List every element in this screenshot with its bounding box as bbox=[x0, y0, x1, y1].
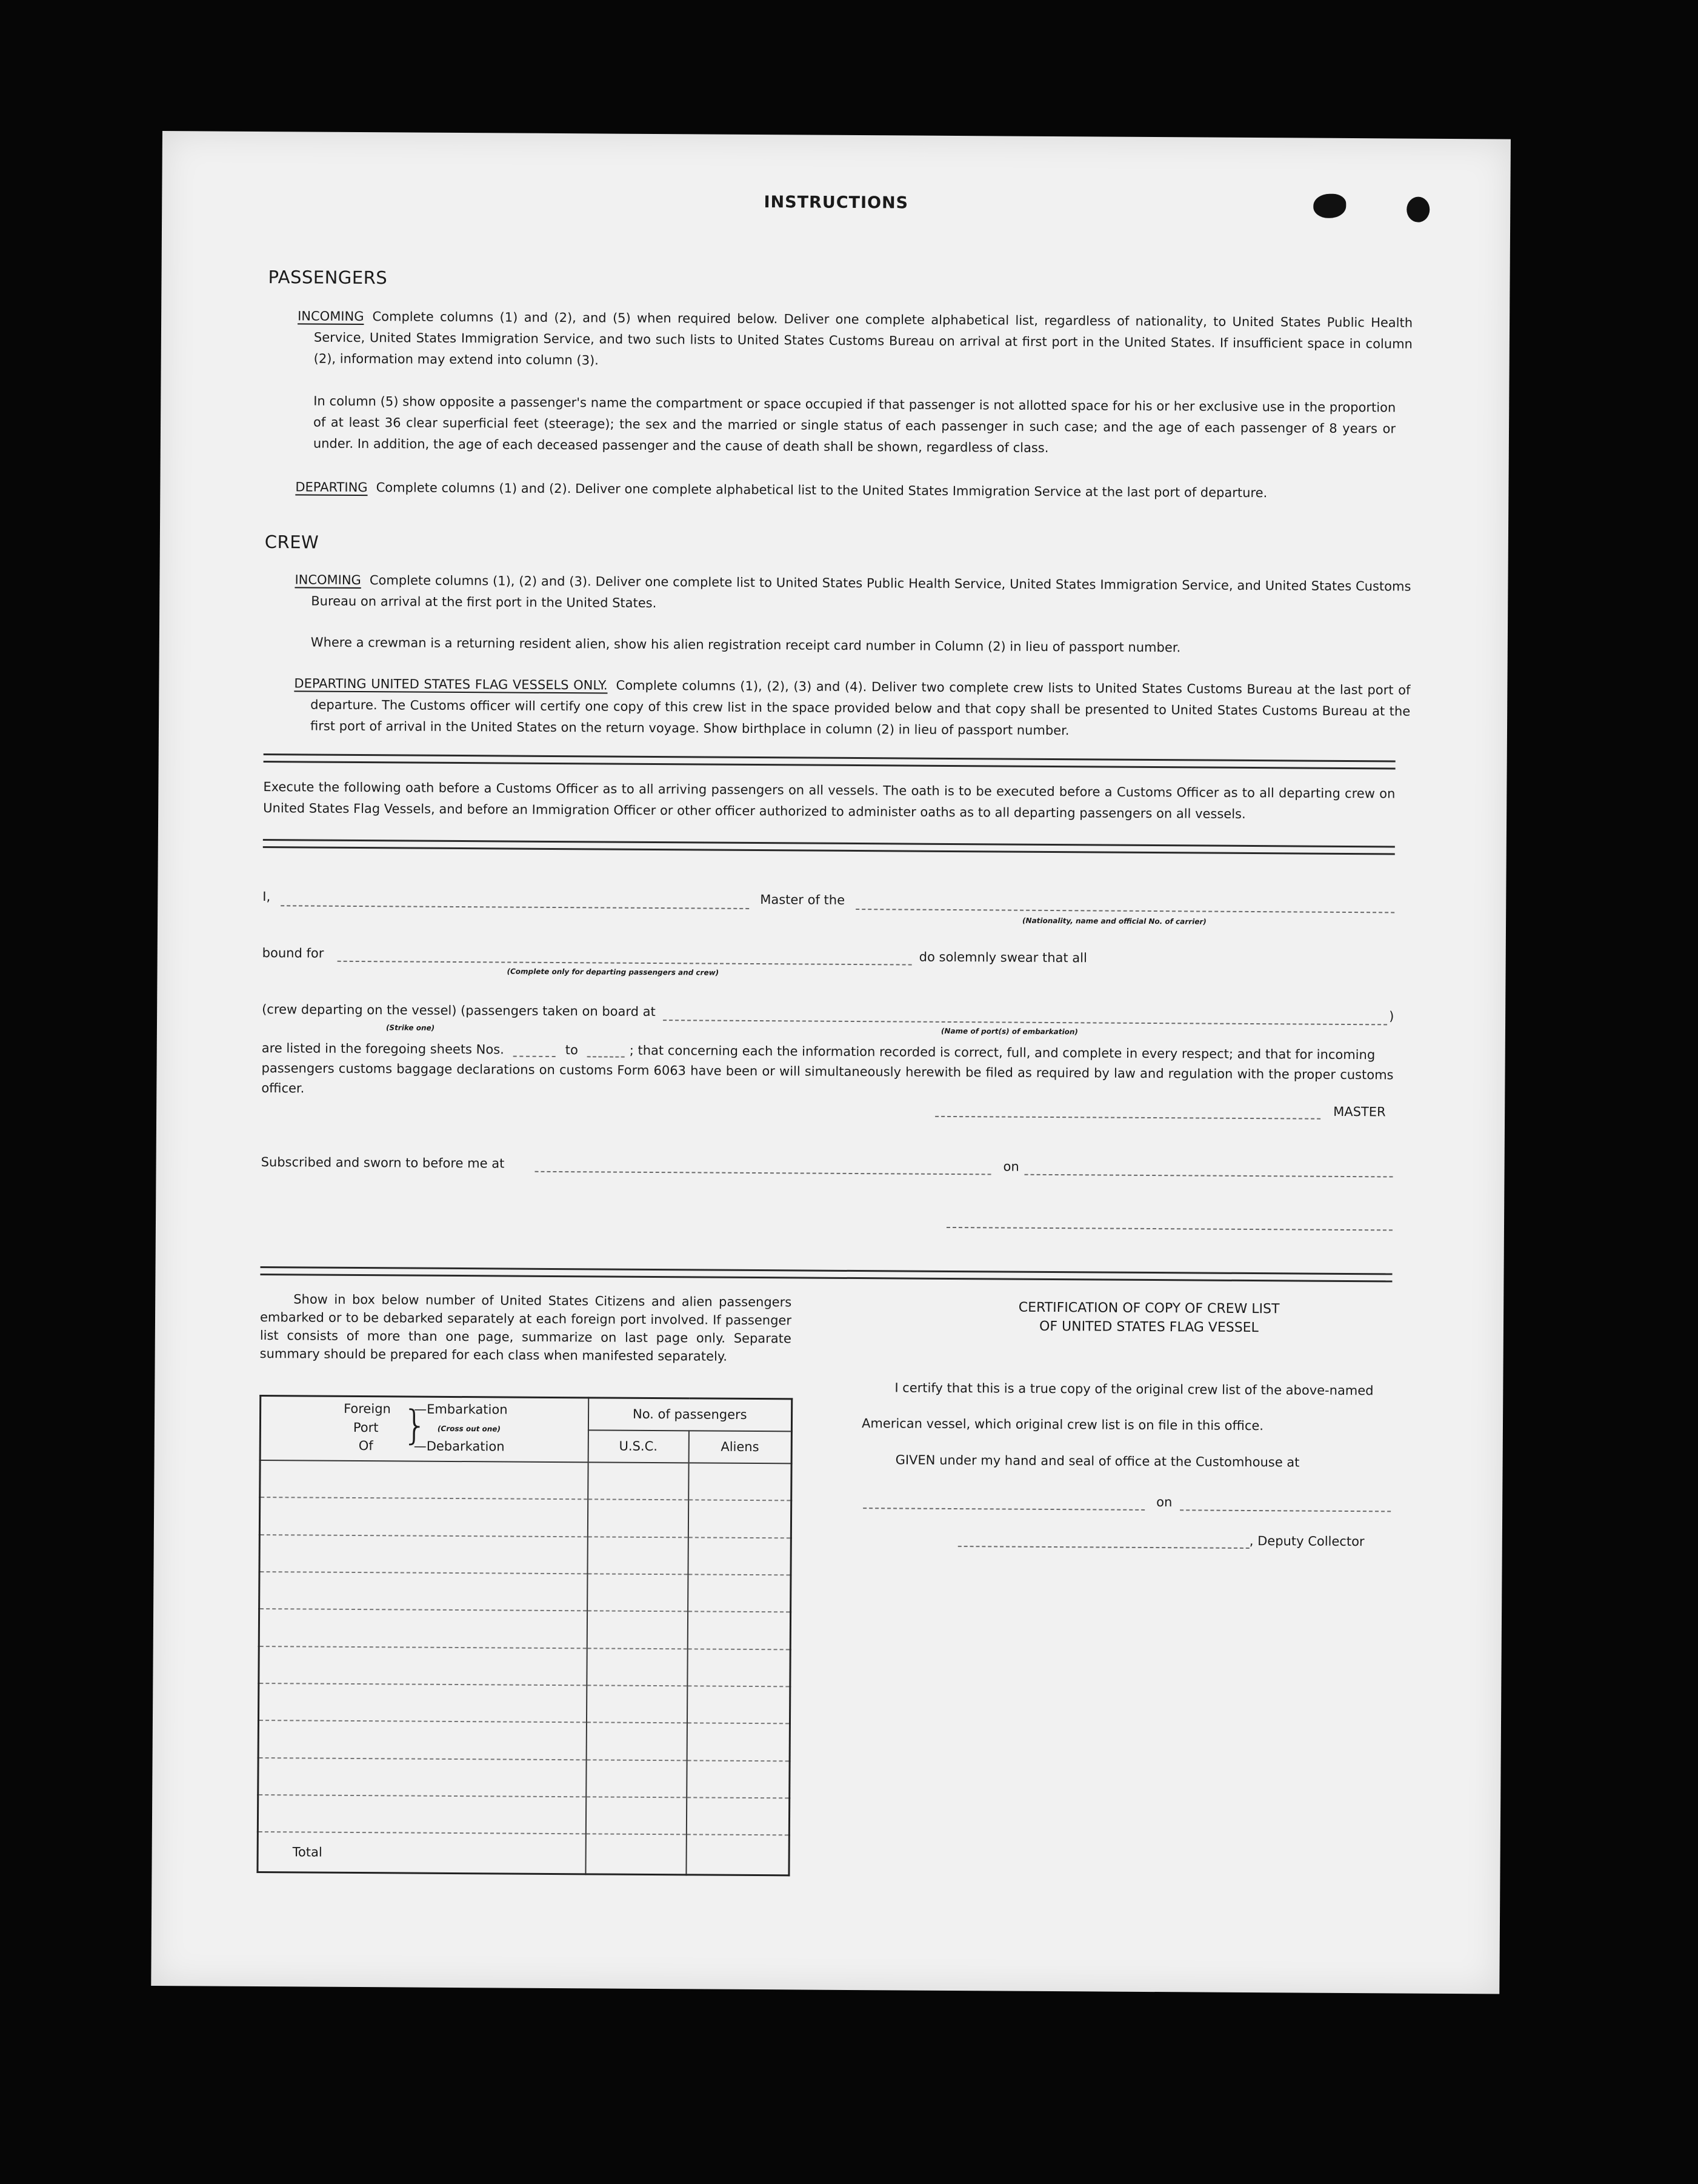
officer-signature-field[interactable] bbox=[947, 1227, 1393, 1231]
table-row bbox=[259, 1535, 791, 1575]
brace-glyph: } bbox=[402, 1401, 428, 1449]
port-embarkation-field[interactable] bbox=[663, 1020, 1387, 1025]
deputy-collector-label: , Deputy Collector bbox=[1249, 1534, 1365, 1549]
oath-i-label: I, bbox=[262, 889, 271, 904]
table-row bbox=[259, 1572, 791, 1612]
table-row bbox=[258, 1683, 790, 1724]
table-row bbox=[258, 1758, 790, 1798]
table-row bbox=[258, 1795, 789, 1835]
port-cell[interactable] bbox=[259, 1497, 587, 1537]
certification-date-field[interactable] bbox=[1180, 1509, 1391, 1512]
usc-cell[interactable] bbox=[585, 1797, 686, 1834]
oath-instruction: Execute the following oath before a Customs Officer as to all arriving passengers on all vessels. The oath is to be executed before a Customs Officer as to all departing crew on United States Flag Vessels, and before an Immigration Officer or other officer authorized to administer oaths as to all departing passengers on all vessels. bbox=[263, 780, 1396, 821]
crew-incoming-label: INCOMING bbox=[295, 572, 361, 588]
master-name-field[interactable] bbox=[281, 905, 749, 909]
passengers-departing-label: DEPARTING bbox=[295, 479, 368, 495]
passengers-heading: PASSENGERS bbox=[268, 267, 388, 289]
passengers-departing-paragraph bbox=[295, 476, 1411, 504]
summary-instruction bbox=[260, 1290, 792, 1366]
carrier-field[interactable] bbox=[856, 909, 1394, 913]
crew-resident-paragraph: Where a crewman is a returning resident alien, show his alien registration receipt card number in Column (2) in lieu of passport number. bbox=[310, 635, 1181, 655]
crew-departing-label: DEPARTING UNITED STATES FLAG VESSELS ONLY. bbox=[294, 676, 608, 693]
master-of-label: Master of the bbox=[760, 892, 845, 907]
of-label: Of bbox=[358, 1438, 373, 1454]
usc-header: U.S.C. bbox=[588, 1430, 688, 1463]
table-row bbox=[259, 1646, 790, 1687]
master-label: MASTER bbox=[1333, 1104, 1386, 1120]
ports-note: (Name of port(s) of embarkation) bbox=[941, 1026, 1078, 1037]
column5-paragraph: In column (5) show opposite a passenger's name the compartment or space occupied if that passenger is not allotted space for his or her exclusive use in the proportion of at least 36 clear superficial feet (steerage); the sex and the married or single status of each passenger in such case; and the age of each passenger of 8 years or under. In addition, the age of each deceased passenger and the cause of death shall be shown, regardless of class. bbox=[313, 393, 1396, 455]
aliens-cell[interactable] bbox=[686, 1797, 789, 1835]
ink-smudge-mark bbox=[1313, 194, 1346, 218]
table-row bbox=[259, 1609, 790, 1649]
usc-cell[interactable] bbox=[586, 1685, 687, 1723]
usc-cell[interactable] bbox=[587, 1648, 687, 1686]
port-cell[interactable] bbox=[260, 1460, 588, 1500]
strike-one-note: (Strike one) bbox=[385, 1023, 435, 1032]
subscribed-label: Subscribed and sworn to before me at bbox=[261, 1155, 505, 1171]
crew-heading: CREW bbox=[264, 532, 319, 553]
double-rule bbox=[260, 1266, 1392, 1282]
port-cell[interactable] bbox=[259, 1572, 587, 1611]
certify-line-1: I certify that this is a true copy of the original crew list of the above-named bbox=[894, 1380, 1374, 1398]
certification-on-label: on bbox=[1156, 1495, 1173, 1510]
aliens-cell[interactable] bbox=[687, 1649, 790, 1686]
port-cell[interactable] bbox=[259, 1535, 587, 1574]
crew-departing-text: Complete columns (1), (2), (3) and (4). Deliver two complete crew lists to United States Customs Bureau at the last port of departure. The Customs officer will certify one copy of this crew list in the space provided below and that copy shall be presented to United States Customs Bureau at the first port of arrival in the United States on the return voyage. Show birthplace in column (2) in lieu of passport number. bbox=[310, 678, 1411, 738]
passengers-departing-text: Complete columns (1) and (2). Deliver one complete alphabetical list to the United States Immigration Service at the last port of departure. bbox=[376, 480, 1268, 501]
port-label: Port bbox=[353, 1420, 379, 1435]
usc-cell[interactable] bbox=[587, 1574, 688, 1611]
no-passengers-header: No. of passengers bbox=[588, 1398, 791, 1431]
usc-cell[interactable] bbox=[587, 1537, 688, 1574]
debarkation-label: —Debarkation bbox=[413, 1438, 505, 1454]
crew-incoming-text: Complete columns (1), (2) and (3). Deliver one complete list to United States Public Health Service, United States Immigration Service, and United States Customs Bureau on arrival at the first port in the United States. bbox=[311, 573, 1411, 610]
crew-passengers-label: (crew departing on the vessel) (passengers taken on board at bbox=[262, 1002, 656, 1019]
close-paren: ) bbox=[1389, 1009, 1394, 1024]
usc-cell[interactable] bbox=[588, 1462, 688, 1500]
passenger-summary-table bbox=[256, 1395, 793, 1876]
master-signature-field[interactable] bbox=[935, 1116, 1320, 1120]
customhouse-place-field[interactable] bbox=[863, 1508, 1145, 1511]
usc-cell[interactable] bbox=[586, 1723, 687, 1760]
port-cell[interactable] bbox=[259, 1646, 587, 1686]
listed-prefix: are listed in the foregoing sheets Nos. bbox=[261, 1041, 504, 1057]
given-text: GIVEN under my hand and seal of office at the Customhouse at bbox=[895, 1452, 1300, 1470]
sheet-from-field[interactable] bbox=[513, 1056, 556, 1057]
aliens-cell[interactable] bbox=[687, 1686, 790, 1723]
crew-incoming-paragraph bbox=[295, 569, 1411, 618]
deputy-signature-field[interactable] bbox=[958, 1546, 1250, 1549]
aliens-cell[interactable] bbox=[688, 1537, 791, 1575]
total-label-cell bbox=[258, 1832, 585, 1874]
listed-continuation: passengers customs baggage declarations on customs Form 6063 have been or will simultaneously herewith be filed as required by law and regulation with the proper customs officer. bbox=[261, 1061, 1394, 1096]
certification-heading-line2: OF UNITED STATES FLAG VESSEL bbox=[1039, 1318, 1259, 1336]
port-cell[interactable] bbox=[258, 1758, 586, 1797]
double-rule bbox=[263, 839, 1395, 855]
usc-total-cell[interactable] bbox=[585, 1834, 686, 1875]
sheet-to-field[interactable] bbox=[587, 1056, 625, 1057]
total-label: Total bbox=[292, 1845, 322, 1860]
port-cell[interactable] bbox=[259, 1609, 587, 1648]
table-row bbox=[259, 1497, 791, 1538]
port-cell[interactable] bbox=[258, 1720, 586, 1760]
table-row bbox=[258, 1720, 790, 1761]
certification-heading-line1: CERTIFICATION OF COPY OF CREW LIST bbox=[1018, 1300, 1280, 1317]
passengers-incoming-text: Complete columns (1) and (2), and (5) when required below. Deliver one complete alphabetical list, regardless of nationality, to United States Public Health Service, United States Immigration Service, and two such lists to United States Customs Bureau on arrival at first port in the United States. If insufficient space in column (2), information may extend into column (3). bbox=[313, 309, 1413, 368]
aliens-cell[interactable] bbox=[688, 1463, 791, 1500]
aliens-header: Aliens bbox=[688, 1431, 791, 1463]
aliens-total-cell[interactable] bbox=[686, 1835, 789, 1875]
port-cell[interactable] bbox=[258, 1795, 585, 1834]
bound-for-field[interactable] bbox=[338, 961, 912, 966]
sworn-on-label: on bbox=[1003, 1159, 1019, 1174]
aliens-cell[interactable] bbox=[688, 1500, 791, 1538]
summary-instruction-text: Show in box below number of United States Citizens and alien passengers embarked or to be debarked separately at each foreign port involved. If passenger list consists of more than one page, summarize on last page only. Separate summary should be prepared for each class when manifested separately. bbox=[259, 1292, 792, 1364]
page-title: INSTRUCTIONS bbox=[764, 193, 909, 213]
total-row bbox=[258, 1832, 789, 1875]
usc-cell[interactable] bbox=[587, 1500, 688, 1537]
certify-line-2: American vessel, which original crew list is on file in this office. bbox=[861, 1416, 1264, 1434]
usc-cell[interactable] bbox=[586, 1760, 687, 1797]
swear-label: do solemnly swear that all bbox=[919, 949, 1087, 966]
listed-rest: ; that concerning each the information recorded is correct, full, and complete in every respect; and that for incoming bbox=[629, 1043, 1376, 1063]
sworn-place-field[interactable] bbox=[535, 1171, 991, 1175]
certification-heading bbox=[937, 1298, 1361, 1338]
document-page bbox=[151, 131, 1511, 1994]
sworn-date-field[interactable] bbox=[1025, 1174, 1393, 1178]
passengers-incoming-label: INCOMING bbox=[298, 309, 364, 324]
complete-only-note: (Complete only for departing passengers and crew) bbox=[507, 967, 719, 977]
table-row bbox=[260, 1460, 791, 1501]
crew-departing-paragraph bbox=[294, 673, 1411, 743]
ink-smudge-mark bbox=[1407, 197, 1430, 222]
passengers-incoming-paragraph bbox=[298, 306, 1413, 376]
aliens-cell[interactable] bbox=[687, 1723, 790, 1761]
aliens-cell[interactable] bbox=[688, 1574, 791, 1612]
bound-for-label: bound for bbox=[262, 946, 324, 961]
cross-out-note: (Cross out one) bbox=[437, 1424, 501, 1434]
to-label: to bbox=[565, 1043, 578, 1058]
port-header bbox=[260, 1396, 588, 1463]
double-rule bbox=[264, 753, 1396, 769]
nationality-note: (Nationality, name and official No. of carrier) bbox=[1022, 916, 1207, 926]
usc-cell[interactable] bbox=[587, 1611, 687, 1649]
aliens-cell[interactable] bbox=[687, 1612, 790, 1649]
foreign-label: Foreign bbox=[344, 1401, 391, 1417]
aliens-cell[interactable] bbox=[687, 1760, 790, 1798]
port-cell[interactable] bbox=[258, 1683, 586, 1723]
embarkation-label: —Embarkation bbox=[414, 1401, 508, 1417]
